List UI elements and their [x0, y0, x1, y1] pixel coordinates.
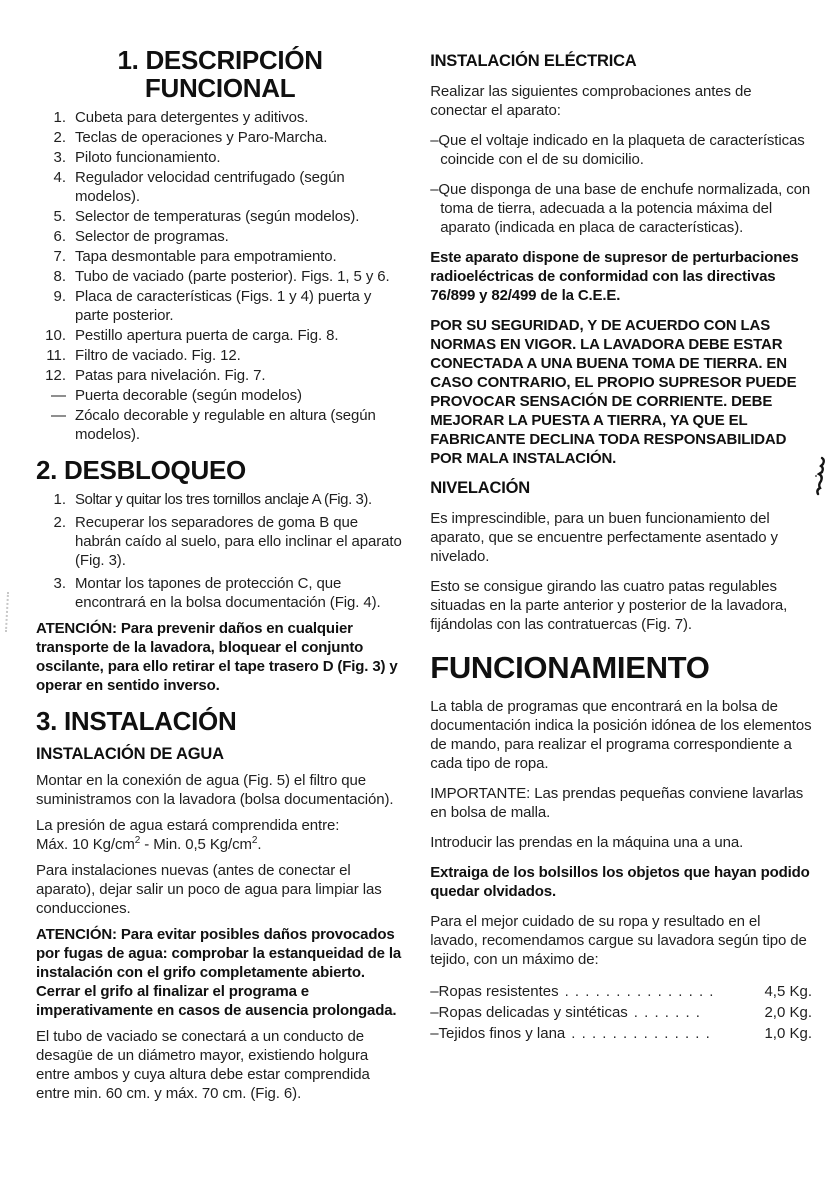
operation-title: FUNCIONAMIENTO	[430, 650, 710, 685]
superscript-2: 2	[251, 835, 258, 847]
pressure-intro: La presión de agua estará comprendida entre:	[36, 817, 340, 835]
list-item	[36, 406, 404, 444]
item-text: Montar los tapones de protección C, que encontrará en la bolsa documentación (Fig. 4).	[75, 575, 381, 612]
item-text: Teclas de operaciones y Paro-Marcha.	[75, 129, 328, 147]
item-number: —	[51, 387, 66, 405]
load-label: –Ropas resistentes	[430, 983, 559, 1000]
section-1-title	[36, 46, 404, 102]
item-number: 2.	[53, 514, 66, 532]
item-text: Zócalo decorable y regulable en altura (según modelos).	[75, 407, 376, 444]
list-item	[36, 513, 404, 570]
max-load-list	[430, 981, 812, 1044]
pressure-min: - Min. 0,5 Kg/cm	[140, 836, 252, 854]
ink-smudge	[812, 452, 828, 508]
item-text: Cubeta para detergentes y aditivos.	[75, 109, 309, 127]
item-text: Selector de temperaturas (según modelos).	[75, 208, 360, 226]
leveling-title: NIVELACIÓN	[430, 479, 530, 497]
item-text: Puerta decorable (según modelos)	[75, 387, 302, 405]
left-column	[36, 46, 404, 1110]
transport-warning: ATENCIÓN: Para prevenir daños en cualquier transporte de la lavadora, bloquear el conjunto oscilante, para ello retirar el tape trasero D (Fig. 3) y operar en sentido inverso.	[36, 620, 398, 695]
electrical-installation-title: INSTALACIÓN ELÉCTRICA	[430, 52, 637, 70]
functional-description-list	[36, 108, 404, 444]
right-column	[420, 46, 812, 1110]
list-item	[36, 574, 404, 612]
item-number: 6.	[53, 228, 66, 246]
water-pressure-paragraph	[36, 816, 404, 854]
item-number: 9.	[53, 288, 66, 306]
item-number: 7.	[53, 248, 66, 266]
suppressor-notice: Este aparato dispone de supresor de perturbaciones radioeléctricas de conformidad con las directivas 76/899 y 82/499 de la C.E.E.	[430, 249, 799, 304]
list-item	[36, 168, 404, 206]
pressure-end: .	[257, 836, 262, 854]
leveling-paragraph-2: Esto se consigue girando las cuatro patas regulables situadas en la parte anterior y posterior de la lavadora, fijándolas con las contratuercas (Fig. 7).	[430, 578, 788, 633]
item-number: 12.	[45, 367, 66, 385]
item-text: Soltar y quitar los tres tornillos anclaje A (Fig. 3).	[75, 491, 372, 509]
list-item	[36, 247, 404, 266]
load-value: 4,5 Kg.	[764, 983, 812, 1000]
item-text: Patas para nivelación. Fig. 7.	[75, 367, 266, 385]
item-text: Tubo de vaciado (parte posterior). Figs. 1, 5 y 6.	[75, 268, 390, 286]
item-number: 3.	[53, 575, 66, 593]
grounding-warning: POR SU SEGURIDAD, Y DE ACUERDO CON LAS NORMAS EN VIGOR. LA LAVADORA DEBE ESTAR CONECTADA A UNA BUENA TOMA DE TIERRA. EN CASO CONTRARIO, EL PROPIO SUPRESOR PUEDE PROVOCAR SENSACIÓN DE CORRIENTE. DEBE MEJORAR LA PUESTA A TIERRA, YA QUE EL FABRICANTE DECLINA TODA RESPONSABILIDAD POR MALA INSTALACIÓN.	[430, 317, 797, 467]
load-item-delicate	[430, 1002, 812, 1023]
electrical-intro-paragraph: Realizar las siguientes comprobaciones antes de conectar el aparato:	[430, 83, 752, 119]
mesh-bag-note: IMPORTANTE: Las prendas pequeñas conviene lavarlas en bolsa de malla.	[430, 785, 804, 821]
item-text: Piloto funcionamiento.	[75, 149, 221, 167]
leveling-paragraph-1: Es imprescindible, para un buen funcionamiento del aparato, que se encuentre perfectamente asentado y nivelado.	[430, 510, 778, 565]
drain-hose-paragraph: El tubo de vaciado se conectará a un conducto de desagüe de un diámetro mayor, existiendo holgura entre ambos y cuya altura debe estar comprendida entre min. 60 cm. y máx. 70 cm. (Fig. 6).	[36, 1028, 370, 1103]
unlocking-steps-list	[36, 490, 404, 612]
list-item	[36, 227, 404, 246]
empty-pockets-warning: Extraiga de los bolsillos los objetos que hayan podido quedar olvidados.	[430, 864, 810, 900]
dot-leader: . . . . . . .	[633, 1004, 701, 1021]
list-item	[36, 128, 404, 147]
section-2-title: 2. DESBLOQUEO	[36, 455, 246, 486]
item-text: Placa de características (Figs. 1 y 4) puerta y parte posterior.	[75, 288, 372, 325]
socket-check-item: –Que disponga de una base de enchufe normalizada, con toma de tierra, adecuada a la potencia máxima del aparato (indicada en placa de características).	[430, 181, 811, 236]
dot-leader: . . . . . . . . . . . . . . .	[564, 983, 715, 1000]
list-item	[36, 366, 404, 385]
water-installation-subtitle: INSTALACIÓN DE AGUA	[36, 745, 224, 764]
list-item	[36, 207, 404, 226]
water-filter-paragraph: Montar en la conexión de agua (Fig. 5) el filtro que suministramos con la lavadora (bolsa documentación).	[36, 772, 394, 809]
item-number: 11.	[46, 347, 66, 365]
item-number: 2.	[53, 129, 66, 147]
item-text: Selector de programas.	[75, 228, 229, 246]
new-installations-paragraph: Para instalaciones nuevas (antes de conectar el aparato), dejar salir un poco de agua para limpiar las conducciones.	[36, 862, 382, 918]
list-item	[36, 287, 404, 325]
item-text: Filtro de vaciado. Fig. 12.	[75, 347, 241, 365]
item-number: 1.	[53, 109, 66, 127]
item-number: 3.	[53, 149, 66, 167]
item-text: Recuperar los separadores de goma B que habrán caído al suelo, para ello inclinar el aparato (Fig. 3).	[75, 514, 402, 570]
section-3-title: 3. INSTALACIÓN	[36, 706, 237, 737]
superscript-2: 2	[134, 835, 141, 847]
item-text: Regulador velocidad centrifugado (según modelos).	[75, 169, 345, 206]
load-recommendation-paragraph: Para el mejor cuidado de su ropa y resultado en el lavado, recomendamos cargue su lavadora según tipo de tejido, con un máximo de:	[430, 913, 807, 968]
pressure-max: Máx. 10 Kg/cm	[36, 836, 135, 854]
list-item	[36, 326, 404, 345]
voltage-check-item: –Que el voltaje indicado en la plaqueta de características coincide con el de su domicilio.	[430, 132, 805, 168]
list-item	[36, 108, 404, 127]
item-text: Tapa desmontable para empotramiento.	[75, 248, 337, 266]
item-number: —	[51, 407, 66, 425]
program-table-paragraph: La tabla de programas que encontrará en la bolsa de documentación indica la posición idónea de los elementos de mando, para realizar el programa correspondiente a cada tipo de ropa.	[430, 698, 812, 772]
list-item	[36, 346, 404, 365]
load-value: 2,0 Kg.	[764, 1004, 812, 1021]
list-item	[36, 490, 404, 509]
load-one-by-one-note: Introducir las prendas en la máquina una a una.	[430, 834, 744, 851]
item-number: 5.	[53, 208, 66, 226]
load-value: 1,0 Kg.	[764, 1025, 812, 1042]
load-label: –Ropas delicadas y sintéticas	[430, 1004, 628, 1021]
load-item-resistant	[430, 981, 812, 1002]
dot-leader: . . . . . . . . . . . . . .	[571, 1025, 711, 1042]
item-text: Pestillo apertura puerta de carga. Fig. 8.	[75, 327, 339, 345]
list-item	[36, 267, 404, 286]
item-number: 1.	[53, 491, 66, 509]
item-number: 4.	[53, 169, 66, 187]
list-item	[36, 386, 404, 405]
section-1-title-line1: 1. DESCRIPCIÓN	[117, 45, 323, 75]
section-1-title-line2: FUNCIONAL	[144, 73, 296, 104]
load-label: –Tejidos finos y lana	[430, 1025, 566, 1042]
item-number: 8.	[53, 268, 66, 286]
item-number: 10.	[45, 327, 66, 345]
leak-warning: ATENCIÓN: Para evitar posibles daños provocados por fugas de agua: comprobar la estanqueidad de la instalación con el grifo completamente abierto. Cerrar el grifo al finalizar el programa e imperativamente en casos de ausencia prolongada.	[36, 926, 402, 1020]
list-item	[36, 148, 404, 167]
load-item-wool	[430, 1023, 812, 1044]
